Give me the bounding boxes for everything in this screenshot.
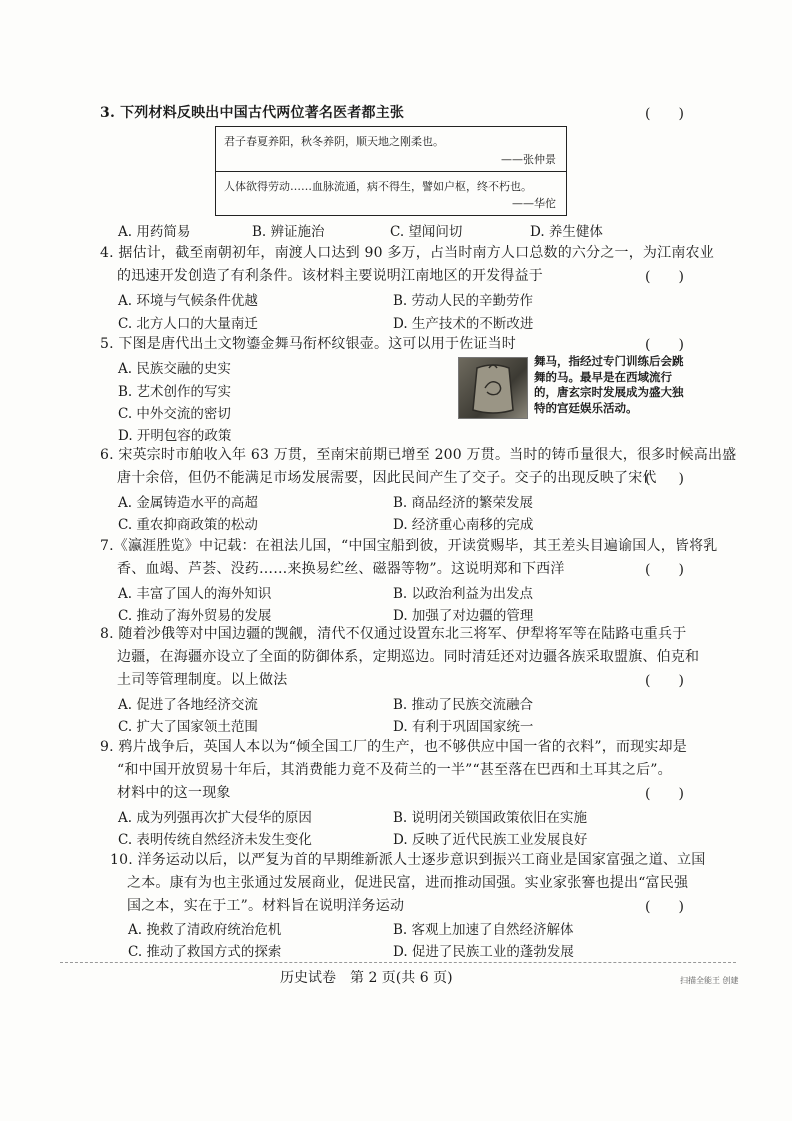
q3-source-2: ——华佗 [512,197,556,210]
q7-option-c: C. 推动了海外贸易的发展 [118,608,272,624]
q8-option-d: D. 有利于巩固国家统一 [393,719,534,735]
q8-option-a: A. 促进了各地经济交流 [118,697,258,713]
q7-option-a: A. 丰富了国人的海外知识 [118,586,272,602]
dancing-horse-icon [459,358,527,418]
q10-stem-line2: 之本。康有为也主张通过发展商业，促进民富，进而推动国强。实业家张謇也提出“富民强 [127,875,689,891]
q7-option-b: B. 以政治利益为出发点 [393,586,534,602]
q5-stem: 5. 下图是唐代出土文物鎏金舞马衔杯纹银壶。这可以用于佐证当时 [100,336,517,352]
silver-pot-image [458,357,528,419]
q5-answer-paren: ( ) [645,337,684,353]
q3-quote-1: 君子春夏养阳，秋冬养阴，顺天地之刚柔也。 [224,135,444,148]
q9-stem-line1: 9. 鸦片战争后，英国人本以为“倾全国工厂的生产，也不够供应中国一省的衣料”，而现实却是 [100,739,687,755]
q6-option-d: D. 经济重心南移的完成 [393,517,534,533]
q6-option-c: C. 重农抑商政策的松动 [118,517,258,533]
q4-option-a: A. 环境与气候条件优越 [118,293,258,309]
q9-stem-line2: “和中国开放贸易十年后，其消费能力竟不及荷兰的一半”“甚至落在巴西和土耳其之后”。 [117,762,672,778]
q6-option-a: A. 金属铸造水平的高超 [118,495,258,511]
q6-stem-line2: 唐十余倍，但仍不能满足市场发展需要，因此民间产生了交子。交子的出现反映了宋代 [117,470,657,486]
q8-option-c: C. 扩大了国家领土范围 [118,719,258,735]
q3-answer-paren: ( ) [645,106,684,122]
q8-stem-line3: 土司等管理制度。以上做法 [117,672,288,688]
q3-option-c: C. 望闻问切 [390,224,463,240]
q5-option-d: D. 开明包容的政策 [118,428,232,444]
q6-stem-line1: 6. 宋英宗时市舶收入年 63 万贯，至南宋前期已增至 200 万贯。当时的铸币量很大，很多时候高出盛 [100,447,737,463]
q9-option-b: B. 说明闭关锁国政策依旧在实施 [393,810,588,826]
page-footer: 历史试卷 第 2 页(共 6 页) [280,970,453,986]
q7-answer-paren: ( ) [645,562,684,578]
q4-stem-line2: 的迅速开发创造了有利条件。该材料主要说明江南地区的开发得益于 [117,268,543,284]
q3-option-a: A. 用药简易 [118,224,191,240]
q10-option-a: A. 挽救了清政府统治危机 [128,922,282,938]
q9-option-c: C. 表明传统自然经济未发生变化 [118,832,312,848]
q10-stem-line1: 10. 洋务运动以后，以严复为首的早期维新派人士逐步意识到振兴工商业是国家富强之道、立国 [110,852,706,868]
q4-option-c: C. 北方人口的大量南迁 [118,316,258,332]
q9-option-a: A. 成为列强再次扩大侵华的原因 [118,810,312,826]
q6-option-b: B. 商品经济的繁荣发展 [393,495,534,511]
q10-option-c: C. 推动了救国方式的探索 [128,944,282,960]
q3-stem: 3. 下列材料反映出中国古代两位著名医者都主张 [100,105,405,121]
q5-image-caption: 舞马，指经过专门训练后会跳舞的马。最早是在西域流行的，唐玄宗时发展成为盛大独特的宫廷娱乐活动。 [534,354,684,415]
q7-option-d: D. 加强了对边疆的管理 [393,608,534,624]
q3-source-1: ——张仲景 [501,153,556,166]
q10-option-d: D. 促进了民族工业的蓬勃发展 [393,944,574,960]
q10-answer-paren: ( ) [645,899,684,915]
q5-option-a: A. 民族交融的史实 [118,361,231,377]
q5-option-c: C. 中外交流的密切 [118,406,231,422]
q3-quote-box [215,126,567,216]
q9-stem-line3: 材料中的这一现象 [117,785,231,801]
footer-divider [60,962,736,963]
q4-option-d: D. 生产技术的不断改进 [393,316,534,332]
q10-stem-line3: 国之本，实在于工”。材料旨在说明洋务运动 [127,898,405,914]
q7-stem-line2: 香、血竭、芦荟、没药……来换易纻丝、磁器等物”。这说明郑和下西洋 [117,561,565,577]
q5-option-b: B. 艺术创作的写实 [118,384,232,400]
q3-quote-2: 人体欲得劳动……血脉流通，病不得生，譬如户枢，终不朽也。 [224,180,532,193]
q7-stem-line1: 7.《瀛涯胜览》中记载：在祖法儿国，“中国宝船到彼，开读赏赐毕，其王差头目遍谕国人，皆将乳 [100,538,718,554]
q9-option-d: D. 反映了近代民族工业发展良好 [393,832,588,848]
q3-option-d: D. 养生健体 [530,224,603,240]
q4-option-b: B. 劳动人民的辛勤劳作 [393,293,534,309]
q6-answer-paren: ( ) [645,471,684,487]
q8-option-b: B. 推动了民族交流融合 [393,697,534,713]
q8-stem-line2: 边疆，在海疆亦设立了全面的防御体系，定期巡边。同时清廷还对边疆各族采取盟旗、伯克和 [117,649,700,665]
q9-answer-paren: ( ) [645,786,684,802]
q10-option-b: B. 客观上加速了自然经济解体 [393,922,574,938]
q4-answer-paren: ( ) [645,269,684,285]
q8-answer-paren: ( ) [645,673,684,689]
q4-stem-line1: 4. 据估计，截至南朝初年，南渡人口达到 90 多万，占当时南方人口总数的六分之一，为江南农业 [100,245,714,261]
q3-option-b: B. 辨证施治 [252,224,325,240]
quote-divider [216,171,566,172]
scanner-watermark: 扫描全能王 创建 [680,976,739,985]
q8-stem-line1: 8. 随着沙俄等对中国边疆的觊觎，清代不仅通过设置东北三将军、伊犁将军等在陆路屯重兵于 [100,626,687,642]
